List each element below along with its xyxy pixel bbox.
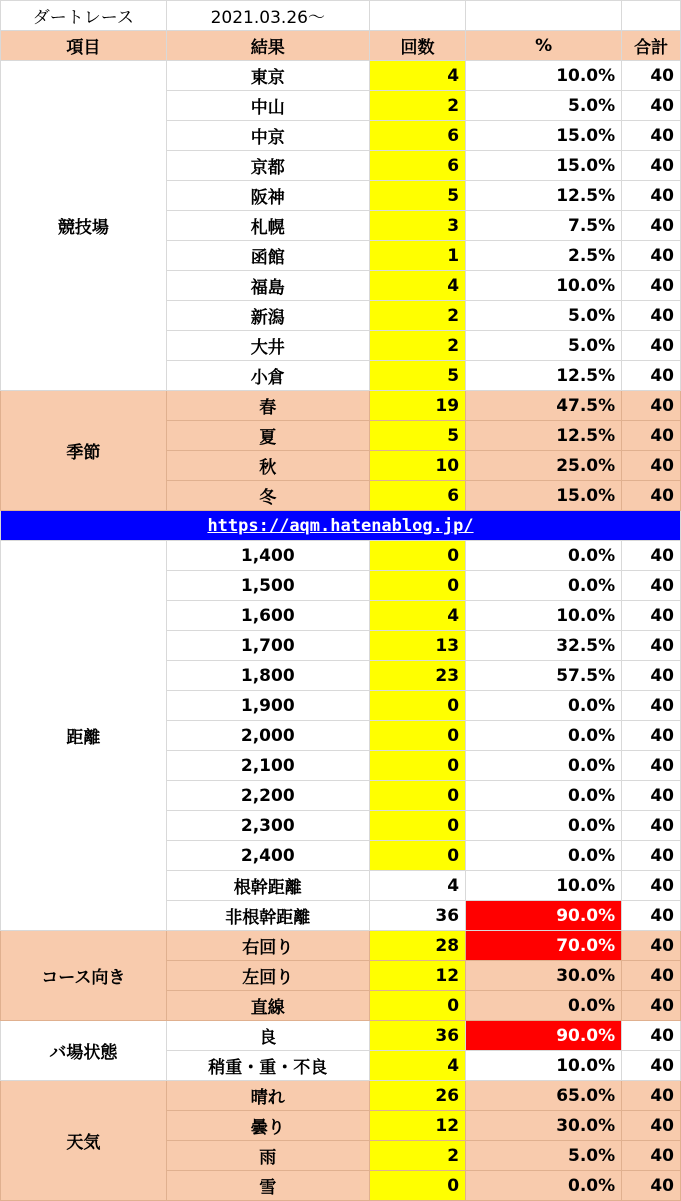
percent-cell[interactable]: 0.0% (466, 841, 622, 871)
result-cell[interactable]: 1,500 (166, 571, 369, 601)
table-row (1, 1081, 681, 1111)
total-cell[interactable]: 40 (622, 181, 681, 211)
result-cell[interactable]: 2,100 (166, 751, 369, 781)
percent-cell[interactable]: 10.0% (466, 271, 622, 301)
result-cell[interactable]: 阪神 (166, 181, 369, 211)
result-cell[interactable]: 秋 (166, 451, 369, 481)
total-cell[interactable]: 40 (622, 1081, 681, 1111)
header-row (1, 31, 681, 61)
section-label-weather[interactable]: 天気 (1, 1081, 167, 1201)
result-cell[interactable]: 非根幹距離 (166, 901, 369, 931)
total-cell[interactable]: 40 (622, 781, 681, 811)
count-cell[interactable]: 10 (369, 451, 465, 481)
result-cell[interactable]: 良 (166, 1021, 369, 1051)
count-cell[interactable]: 6 (369, 121, 465, 151)
result-cell[interactable]: 京都 (166, 151, 369, 181)
col-percent-header[interactable]: % (466, 31, 622, 61)
count-cell[interactable]: 36 (369, 1021, 465, 1051)
empty-cell[interactable] (622, 1, 681, 31)
result-cell[interactable]: 1,900 (166, 691, 369, 721)
percent-cell[interactable]: 65.0% (466, 1081, 622, 1111)
count-cell[interactable]: 23 (369, 661, 465, 691)
count-cell[interactable]: 2 (369, 1141, 465, 1171)
col-total-header[interactable]: 合計 (622, 31, 681, 61)
count-cell[interactable]: 6 (369, 151, 465, 181)
total-cell[interactable]: 40 (622, 871, 681, 901)
percent-cell[interactable]: 5.0% (466, 1141, 622, 1171)
total-cell[interactable]: 40 (622, 1021, 681, 1051)
total-cell[interactable]: 40 (622, 331, 681, 361)
count-cell[interactable]: 28 (369, 931, 465, 961)
count-cell[interactable]: 1 (369, 241, 465, 271)
count-cell[interactable]: 5 (369, 181, 465, 211)
count-cell[interactable]: 0 (369, 691, 465, 721)
total-cell[interactable]: 40 (622, 901, 681, 931)
url-banner (1, 511, 681, 541)
count-cell[interactable]: 0 (369, 721, 465, 751)
total-cell[interactable]: 40 (622, 571, 681, 601)
result-cell[interactable]: 雨 (166, 1141, 369, 1171)
total-cell[interactable]: 40 (622, 601, 681, 631)
total-cell[interactable]: 40 (622, 271, 681, 301)
count-cell[interactable]: 4 (369, 61, 465, 91)
total-cell[interactable]: 40 (622, 451, 681, 481)
table-row (1, 931, 681, 961)
total-cell[interactable]: 40 (622, 61, 681, 91)
percent-cell[interactable]: 0.0% (466, 1171, 622, 1201)
count-cell[interactable]: 4 (369, 1051, 465, 1081)
result-cell[interactable]: 札幌 (166, 211, 369, 241)
count-cell[interactable]: 3 (369, 211, 465, 241)
percent-cell[interactable]: 12.5% (466, 361, 622, 391)
total-cell[interactable]: 40 (622, 841, 681, 871)
percent-cell[interactable]: 70.0% (466, 931, 622, 961)
result-cell[interactable]: 大井 (166, 331, 369, 361)
percent-cell[interactable]: 12.5% (466, 181, 622, 211)
percent-cell[interactable]: 10.0% (466, 871, 622, 901)
total-cell[interactable]: 40 (622, 1051, 681, 1081)
empty-cell[interactable] (466, 1, 622, 31)
count-cell[interactable]: 0 (369, 751, 465, 781)
result-cell[interactable]: 右回り (166, 931, 369, 961)
total-cell[interactable]: 40 (622, 931, 681, 961)
percent-cell[interactable]: 10.0% (466, 1051, 622, 1081)
percent-cell[interactable]: 57.5% (466, 661, 622, 691)
table-row (1, 1021, 681, 1051)
percent-cell[interactable]: 15.0% (466, 481, 622, 511)
total-cell[interactable]: 40 (622, 1171, 681, 1201)
count-cell[interactable]: 5 (369, 361, 465, 391)
sheet-title[interactable]: ダートレース (1, 1, 167, 31)
result-cell[interactable]: 中山 (166, 91, 369, 121)
percent-cell[interactable]: 10.0% (466, 601, 622, 631)
section-label-venue[interactable]: 競技場 (1, 61, 167, 391)
result-cell[interactable]: 冬 (166, 481, 369, 511)
result-cell[interactable]: 直線 (166, 991, 369, 1021)
percent-cell[interactable]: 12.5% (466, 421, 622, 451)
total-cell[interactable]: 40 (622, 541, 681, 571)
result-cell[interactable]: 雪 (166, 1171, 369, 1201)
percent-cell[interactable]: 0.0% (466, 811, 622, 841)
col-item-header[interactable]: 項目 (1, 31, 167, 61)
percent-cell[interactable]: 90.0% (466, 901, 622, 931)
count-cell[interactable]: 0 (369, 841, 465, 871)
total-cell[interactable]: 40 (622, 721, 681, 751)
percent-cell[interactable]: 47.5% (466, 391, 622, 421)
result-cell[interactable]: 東京 (166, 61, 369, 91)
title-row (1, 1, 681, 31)
total-cell[interactable]: 40 (622, 751, 681, 781)
percent-cell[interactable]: 0.0% (466, 781, 622, 811)
percent-cell[interactable]: 10.0% (466, 61, 622, 91)
table-row (1, 61, 681, 91)
total-cell[interactable]: 40 (622, 631, 681, 661)
total-cell[interactable]: 40 (622, 241, 681, 271)
count-cell[interactable]: 12 (369, 1111, 465, 1141)
result-cell[interactable]: 1,700 (166, 631, 369, 661)
table-row (1, 541, 681, 571)
date-range[interactable]: 2021.03.26～ (166, 1, 369, 31)
total-cell[interactable]: 40 (622, 961, 681, 991)
percent-cell[interactable]: 7.5% (466, 211, 622, 241)
percent-cell[interactable]: 2.5% (466, 241, 622, 271)
result-cell[interactable]: 稍重・重・不良 (166, 1051, 369, 1081)
total-cell[interactable]: 40 (622, 481, 681, 511)
count-cell[interactable]: 6 (369, 481, 465, 511)
table-row (1, 391, 681, 421)
result-cell[interactable]: 根幹距離 (166, 871, 369, 901)
section-label-distance[interactable]: 距離 (1, 541, 167, 931)
total-cell[interactable]: 40 (622, 661, 681, 691)
result-cell[interactable]: 晴れ (166, 1081, 369, 1111)
section-label-track[interactable]: バ場状態 (1, 1021, 167, 1081)
result-cell[interactable]: 夏 (166, 421, 369, 451)
count-cell[interactable]: 0 (369, 1171, 465, 1201)
result-cell[interactable]: 中京 (166, 121, 369, 151)
result-cell[interactable]: 福島 (166, 271, 369, 301)
result-cell[interactable]: 春 (166, 391, 369, 421)
count-cell[interactable]: 26 (369, 1081, 465, 1111)
count-cell[interactable]: 12 (369, 961, 465, 991)
count-cell[interactable]: 0 (369, 781, 465, 811)
percent-cell[interactable]: 0.0% (466, 691, 622, 721)
percent-cell[interactable]: 90.0% (466, 1021, 622, 1051)
count-cell[interactable]: 0 (369, 811, 465, 841)
count-cell[interactable]: 0 (369, 571, 465, 601)
percent-cell[interactable]: 32.5% (466, 631, 622, 661)
total-cell[interactable]: 40 (622, 1141, 681, 1171)
result-cell[interactable]: 新潟 (166, 301, 369, 331)
count-cell[interactable]: 2 (369, 301, 465, 331)
count-cell[interactable]: 13 (369, 631, 465, 661)
percent-cell[interactable]: 5.0% (466, 331, 622, 361)
count-cell[interactable]: 36 (369, 901, 465, 931)
percent-cell[interactable]: 30.0% (466, 961, 622, 991)
blog-url-link[interactable]: https://aqm.hatenablog.jp/ (207, 515, 474, 536)
count-cell[interactable]: 0 (369, 991, 465, 1021)
col-result-header[interactable]: 結果 (166, 31, 369, 61)
percent-cell[interactable]: 0.0% (466, 571, 622, 601)
total-cell[interactable]: 40 (622, 121, 681, 151)
percent-cell[interactable]: 0.0% (466, 721, 622, 751)
total-cell[interactable]: 40 (622, 91, 681, 121)
empty-cell[interactable] (369, 1, 465, 31)
result-cell[interactable]: 函館 (166, 241, 369, 271)
count-cell[interactable]: 4 (369, 871, 465, 901)
result-cell[interactable]: 1,800 (166, 661, 369, 691)
count-cell[interactable]: 19 (369, 391, 465, 421)
result-cell[interactable]: 2,000 (166, 721, 369, 751)
col-count-header[interactable]: 回数 (369, 31, 465, 61)
result-cell[interactable]: 小倉 (166, 361, 369, 391)
total-cell[interactable]: 40 (622, 991, 681, 1021)
count-cell[interactable]: 5 (369, 421, 465, 451)
total-cell[interactable]: 40 (622, 391, 681, 421)
total-cell[interactable]: 40 (622, 361, 681, 391)
count-cell[interactable]: 2 (369, 331, 465, 361)
count-cell[interactable]: 2 (369, 91, 465, 121)
percent-cell[interactable]: 0.0% (466, 991, 622, 1021)
total-cell[interactable]: 40 (622, 301, 681, 331)
percent-cell[interactable]: 30.0% (466, 1111, 622, 1141)
percent-cell[interactable]: 25.0% (466, 451, 622, 481)
result-cell[interactable]: 2,400 (166, 841, 369, 871)
percent-cell[interactable]: 0.0% (466, 541, 622, 571)
percent-cell[interactable]: 5.0% (466, 301, 622, 331)
result-cell[interactable]: 2,200 (166, 781, 369, 811)
result-cell[interactable]: 1,400 (166, 541, 369, 571)
section-label-season[interactable]: 季節 (1, 391, 167, 511)
total-cell[interactable]: 40 (622, 151, 681, 181)
result-cell[interactable]: 曇り (166, 1111, 369, 1141)
percent-cell[interactable]: 15.0% (466, 151, 622, 181)
total-cell[interactable]: 40 (622, 211, 681, 241)
result-cell[interactable]: 1,600 (166, 601, 369, 631)
count-cell[interactable]: 0 (369, 541, 465, 571)
count-cell[interactable]: 4 (369, 271, 465, 301)
percent-cell[interactable]: 5.0% (466, 91, 622, 121)
total-cell[interactable]: 40 (622, 811, 681, 841)
result-cell[interactable]: 左回り (166, 961, 369, 991)
section-label-course[interactable]: コース向き (1, 931, 167, 1021)
result-cell[interactable]: 2,300 (166, 811, 369, 841)
count-cell[interactable]: 4 (369, 601, 465, 631)
total-cell[interactable]: 40 (622, 421, 681, 451)
percent-cell[interactable]: 15.0% (466, 121, 622, 151)
url-banner-row (1, 511, 681, 541)
total-cell[interactable]: 40 (622, 691, 681, 721)
percent-cell[interactable]: 0.0% (466, 751, 622, 781)
total-cell[interactable]: 40 (622, 1111, 681, 1141)
